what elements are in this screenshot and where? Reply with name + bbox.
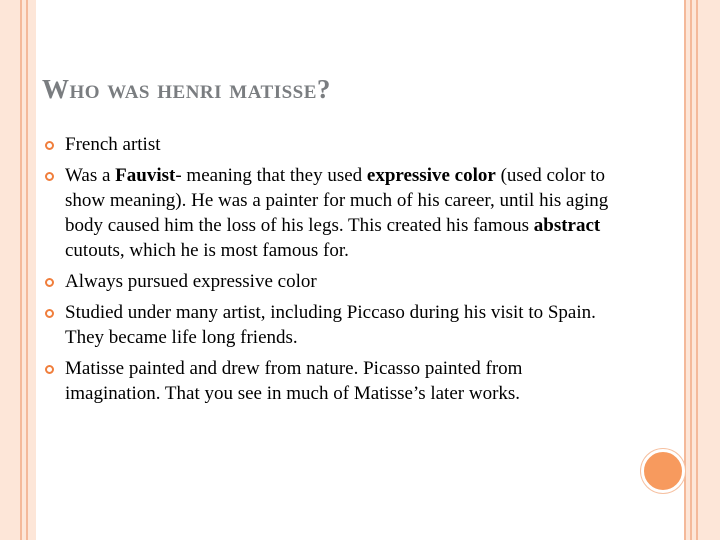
bullet-icon	[45, 141, 54, 150]
left-decorative-border	[0, 0, 36, 540]
right-border-line	[684, 0, 686, 540]
bullet-icon	[45, 278, 54, 287]
bullet-text-segment: cutouts, which he is most famous for.	[65, 240, 349, 261]
decorative-circle-icon	[641, 449, 685, 493]
slide-title: Who was henri matisse?	[42, 74, 331, 104]
right-decorative-border	[684, 0, 720, 540]
left-border-line	[20, 0, 22, 540]
bullet-item	[42, 132, 612, 157]
bullet-icon	[45, 172, 54, 181]
bullet-text-segment: Was a	[65, 165, 116, 186]
bullet-list	[42, 132, 612, 412]
bullet-text-segment: (used color to show meaning). He was a painter for much of his career, until his aging body caused him the loss of his legs. This created his famous	[65, 165, 609, 236]
bullet-text-segment: - meaning that they used	[175, 165, 367, 186]
right-border-line	[690, 0, 692, 540]
bullet-icon	[45, 365, 54, 374]
left-border-line	[26, 0, 28, 540]
bullet-text: Always pursued expressive color	[65, 271, 317, 292]
bullet-item	[42, 269, 612, 294]
bullet-text: Studied under many artist, including Piccaso during his visit to Spain. They became life long friends.	[65, 302, 596, 348]
bullet-item	[42, 356, 612, 406]
bullet-text-bold: abstract	[533, 215, 601, 236]
bullet-item	[42, 163, 612, 263]
bullet-text-bold: Fauvist	[115, 165, 176, 186]
bullet-text: Matisse painted and drew from nature. Picasso painted from imagination. That you see in much of Matisse’s later works.	[65, 358, 523, 404]
bullet-text-bold: expressive color	[366, 165, 496, 186]
right-border-line	[696, 0, 698, 540]
bullet-item	[42, 300, 612, 350]
bullet-icon	[45, 309, 54, 318]
bullet-text: French artist	[65, 134, 161, 155]
